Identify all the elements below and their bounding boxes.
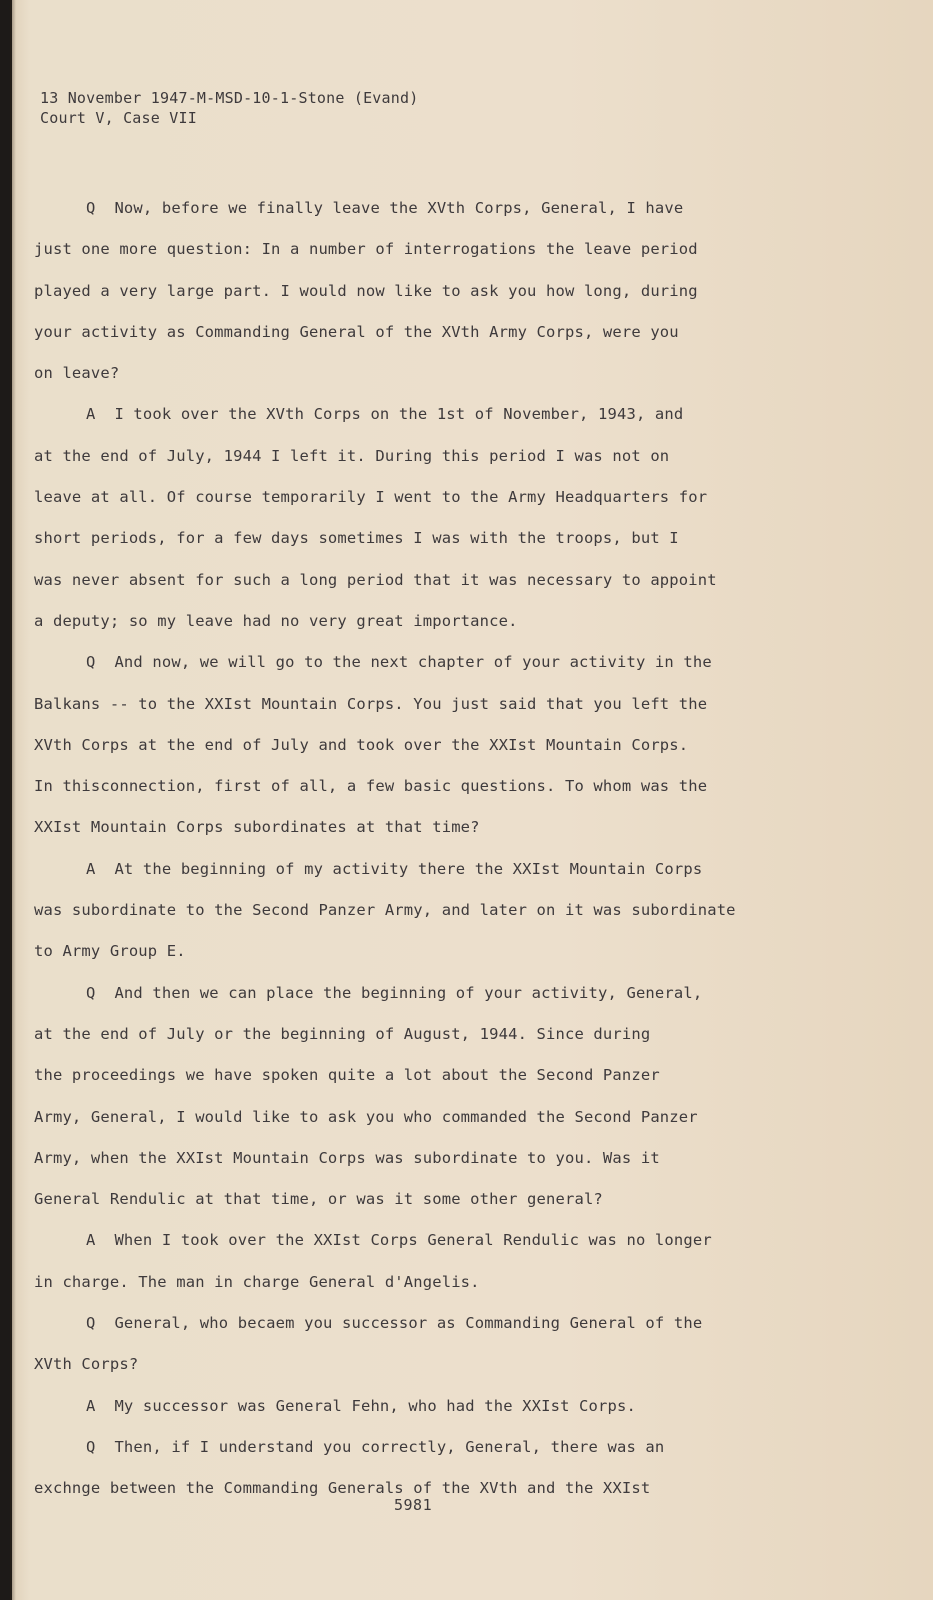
transcript-line: your activity as Commanding General of the XVth Army Corps, were you [34, 322, 679, 341]
transcript-line: played a very large part. I would now like to ask you how long, during [34, 281, 698, 300]
header-date-reference: 13 November 1947-M-MSD-10-1-Stone (Evand) [40, 89, 419, 107]
transcript-line: in charge. The man in charge General d'Angelis. [34, 1272, 480, 1291]
transcript-line: the proceedings we have spoken quite a lot about the Second Panzer [34, 1066, 660, 1085]
transcript-line: Q And then we can place the beginning of your activity, General, [86, 983, 703, 1002]
transcript-line: was never absent for such a long period that it was necessary to appoint [34, 570, 717, 589]
transcript-line: leave at all. Of course temporarily I went to the Army Headquarters for [34, 488, 708, 507]
transcript-line: General Rendulic at that time, or was it some other general? [34, 1190, 603, 1209]
transcript-line: just one more question: In a number of interrogations the leave period [34, 240, 698, 259]
transcript-line: a deputy; so my leave had no very great importance. [34, 611, 518, 630]
transcript-line: at the end of July, 1944 I left it. During this period I was not on [34, 446, 670, 465]
transcript-line: XXIst Mountain Corps subordinates at that time? [34, 818, 480, 837]
transcript-line: Q Now, before we finally leave the XVth Corps, General, I have [86, 199, 684, 217]
header-court-case: Court V, Case VII [40, 109, 197, 127]
transcript-line: XVth Corps at the end of July and took over the XXIst Mountain Corps. [34, 735, 689, 754]
binding-edge [0, 0, 12, 1600]
transcript-line: Army, when the XXIst Mountain Corps was subordinate to you. Was it [34, 1148, 660, 1167]
transcript-line: exchnge between the Commanding Generals of the XVth and the XXIst [34, 1479, 651, 1498]
page-number: 5981 [394, 1496, 433, 1514]
transcript-line: A My successor was General Fehn, who had the XXIst Corps. [86, 1396, 636, 1415]
transcript-line: A At the beginning of my activity there the XXIst Mountain Corps [86, 859, 703, 878]
transcript-body [34, 188, 794, 1510]
transcript-line: was subordinate to the Second Panzer Army, and later on it was subordinate [34, 901, 736, 920]
transcript-line: at the end of July or the beginning of August, 1944. Since during [34, 1024, 651, 1043]
transcript-line: Army, General, I would like to ask you who commanded the Second Panzer [34, 1107, 698, 1126]
transcript-line: Q General, who becaem you successor as Commanding General of the [86, 1314, 703, 1333]
transcript-line: short periods, for a few days sometimes I was with the troops, but I [34, 529, 679, 548]
transcript-line: Q And now, we will go to the next chapter of your activity in the [86, 653, 712, 672]
transcript-line: on leave? [34, 364, 120, 383]
transcript-line: Balkans -- to the XXIst Mountain Corps. You just said that you left the [34, 694, 708, 713]
transcript-line: A I took over the XVth Corps on the 1st of November, 1943, and [86, 405, 684, 424]
transcript-line: to Army Group E. [34, 942, 186, 961]
transcript-line: XVth Corps? [34, 1355, 139, 1374]
transcript-line: In thisconnection, first of all, a few basic questions. To whom was the [34, 777, 708, 796]
transcript-line: A When I took over the XXIst Corps General Rendulic was no longer [86, 1231, 712, 1250]
document-header [40, 88, 418, 128]
transcript-line: Q Then, if I understand you correctly, General, there was an [86, 1437, 665, 1456]
